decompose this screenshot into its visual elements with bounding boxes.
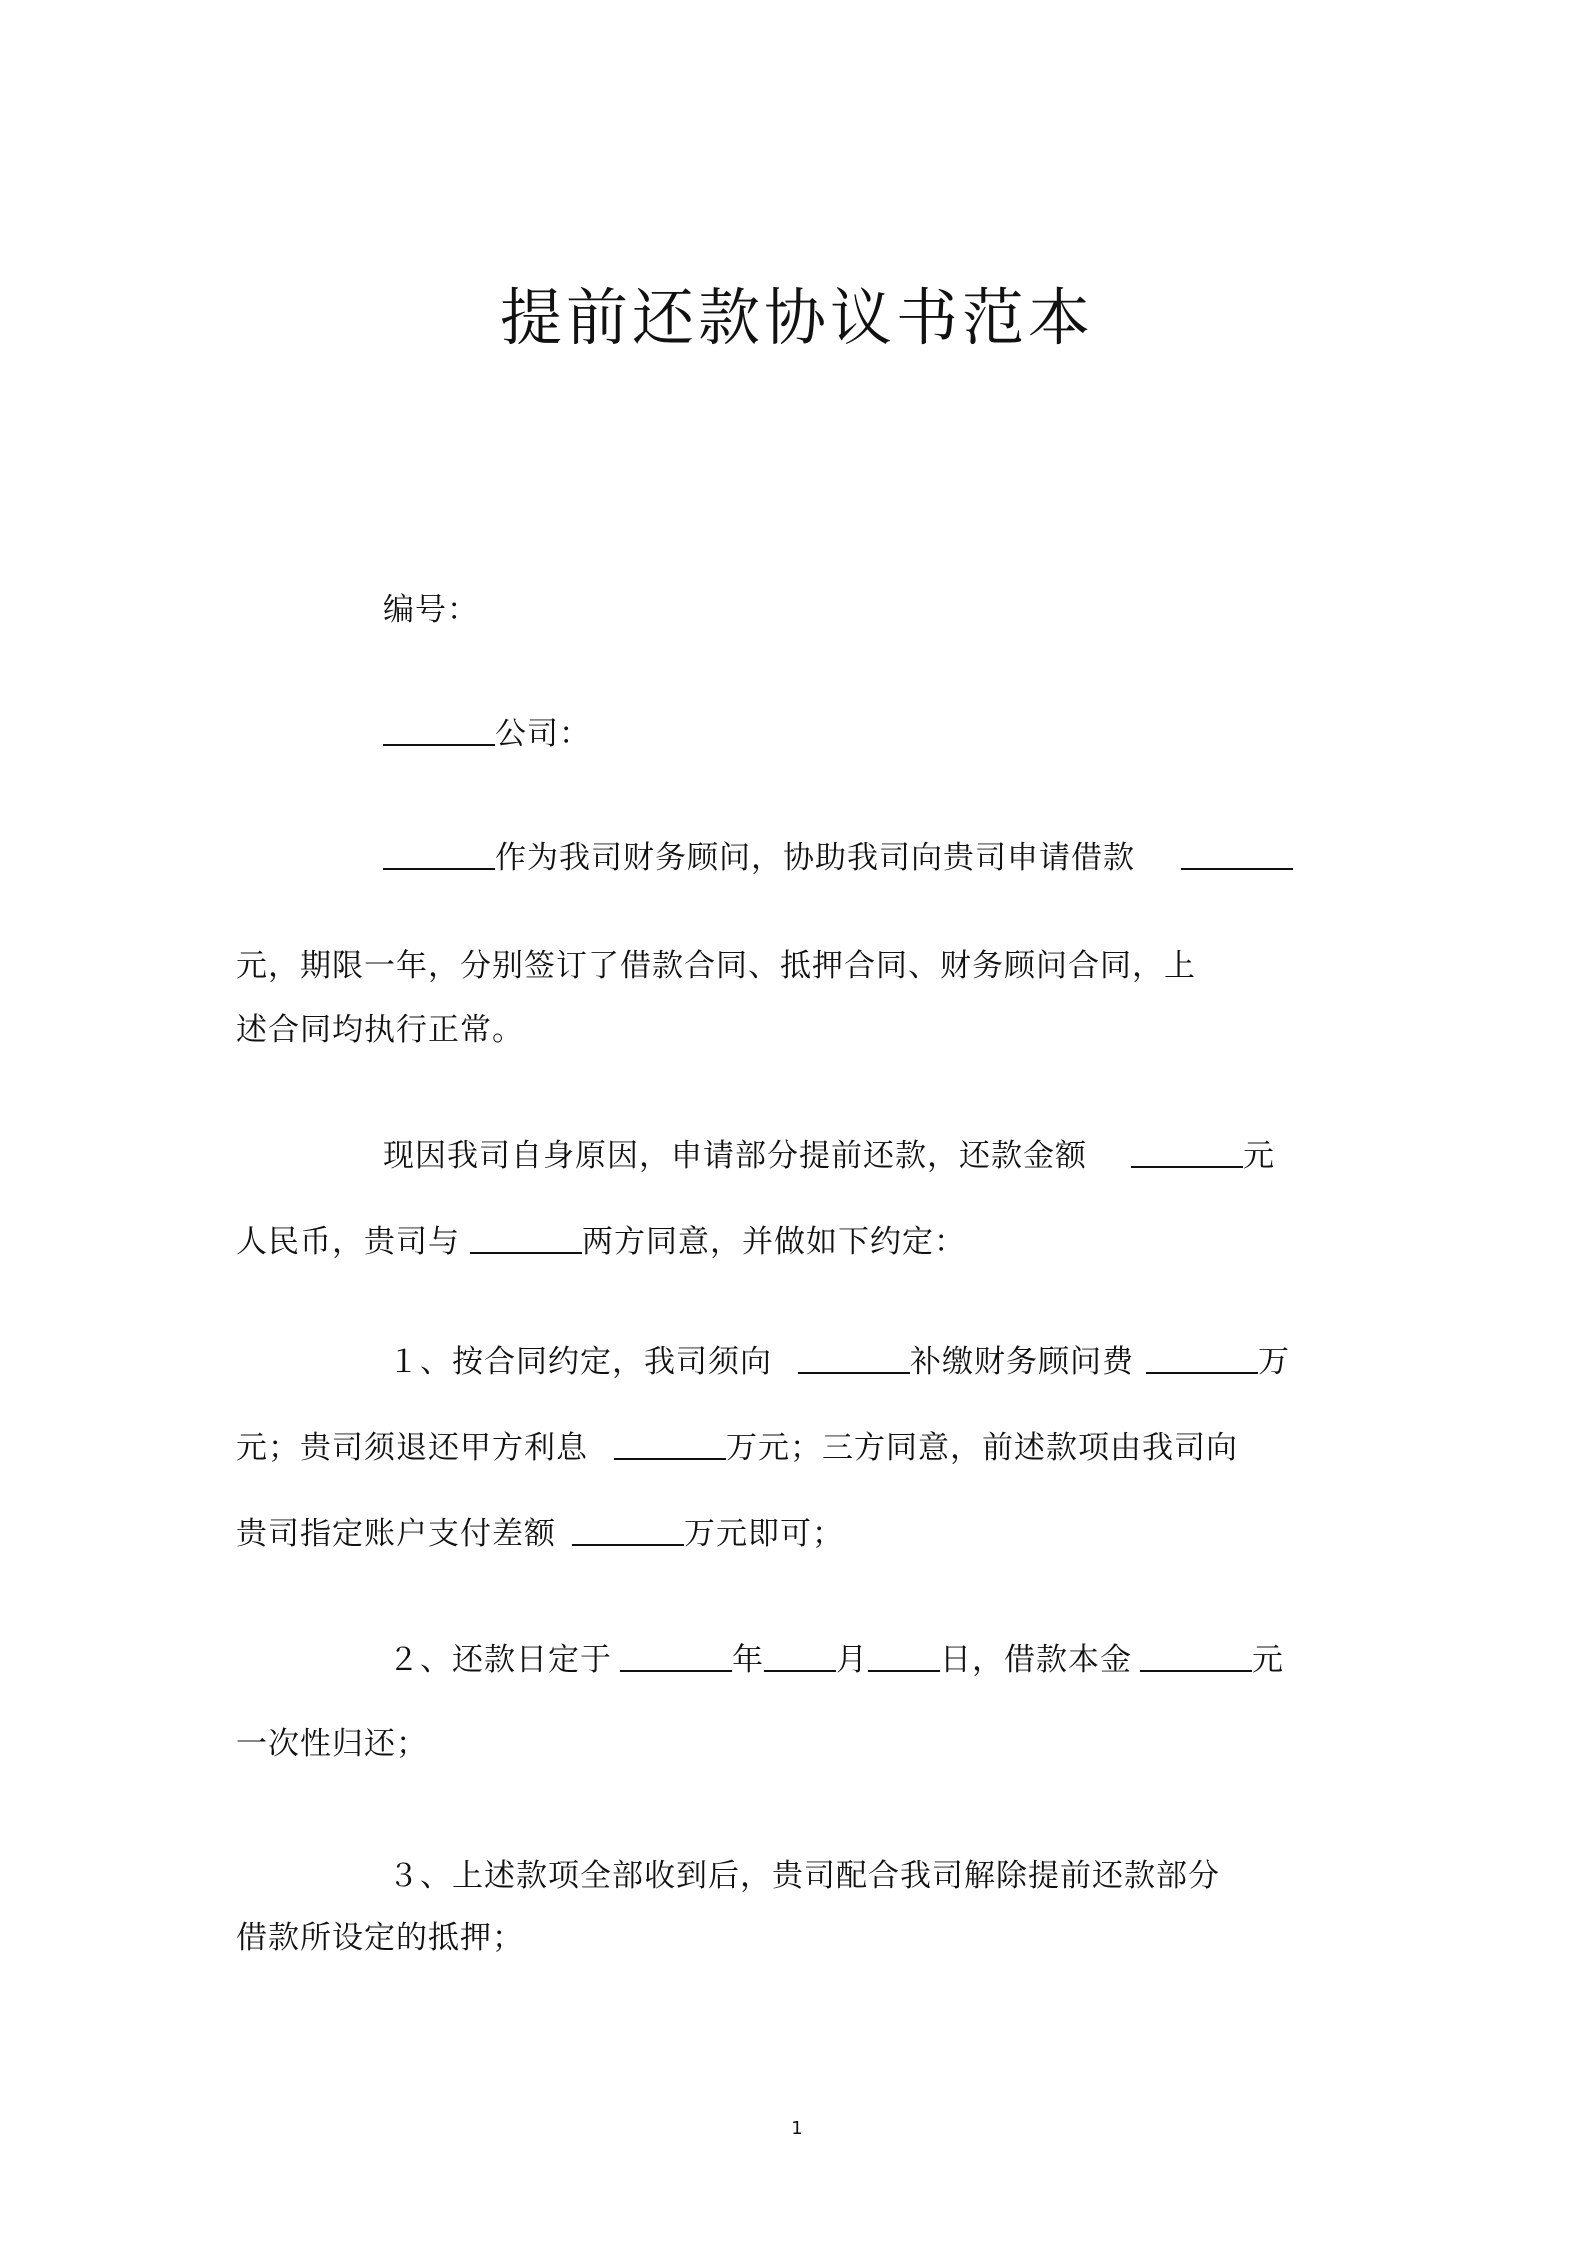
clause1-text-4: 元；贵司须退还甲方利息 [236, 1430, 588, 1466]
clause3-line-1: ３、上述款项全部收到后，贵司配合我司解除提前还款部分 [388, 1858, 1220, 1894]
clause1-text-3: 万 [1258, 1344, 1290, 1380]
request-text-2: 元 [1243, 1138, 1275, 1174]
intro-line-1 [383, 832, 1293, 877]
clause1-text-2: 补缴财务顾问费 [910, 1344, 1134, 1380]
clause3-line-2: 借款所设定的抵押； [236, 1920, 524, 1956]
request-line-2 [236, 1216, 966, 1261]
clause2-text-5: 元 [1252, 1642, 1284, 1678]
repayment-amount-blank[interactable] [1131, 1135, 1243, 1168]
year-blank[interactable] [620, 1639, 732, 1672]
number-label: 编号： [383, 592, 479, 628]
fee-recipient-blank[interactable] [798, 1341, 910, 1374]
clause2-line-1 [388, 1634, 1284, 1679]
request-text-3: 人民币，贵司与 [236, 1224, 460, 1260]
request-line-1 [383, 1130, 1275, 1175]
clause2-text-3: 月 [836, 1642, 868, 1678]
clause2-text-1: ２、还款日定于 [388, 1642, 612, 1678]
company-label: 公司： [495, 716, 591, 752]
clause1-text-7: 万元即可； [684, 1516, 844, 1552]
clause2-text-4: 日，借款本金 [940, 1642, 1132, 1678]
principal-amount-blank[interactable] [1140, 1639, 1252, 1672]
page-number: 1 [791, 2118, 803, 2139]
advisor-name-blank[interactable] [383, 837, 495, 870]
party-name-blank[interactable] [470, 1221, 582, 1254]
intro-line-3: 述合同均执行正常。 [236, 1012, 524, 1048]
request-text-4: 两方同意，并做如下约定： [582, 1224, 966, 1260]
month-blank[interactable] [764, 1639, 836, 1672]
advisory-fee-blank[interactable] [1146, 1341, 1258, 1374]
interest-refund-blank[interactable] [614, 1427, 726, 1460]
company-line [383, 708, 591, 753]
request-text-1: 现因我司自身原因，申请部分提前还款，还款金额 [383, 1138, 1087, 1174]
clause1-line-3 [236, 1508, 844, 1553]
clause1-line-2 [236, 1422, 1238, 1467]
day-blank[interactable] [868, 1639, 940, 1672]
clause1-text-1: １、按合同约定，我司须向 [388, 1344, 772, 1380]
intro-line-2: 元，期限一年，分别签订了借款合同、抵押合同、财务顾问合同，上 [236, 948, 1196, 984]
clause2-line-2: 一次性归还； [236, 1726, 428, 1762]
intro-text-1: 作为我司财务顾问，协助我司向贵司申请借款 [495, 840, 1135, 876]
clause1-line-1 [388, 1336, 1290, 1381]
loan-amount-blank[interactable] [1181, 837, 1293, 870]
company-name-blank[interactable] [383, 713, 495, 746]
clause1-text-5: 万元；三方同意，前述款项由我司向 [726, 1430, 1238, 1466]
difference-amount-blank[interactable] [572, 1513, 684, 1546]
document-title: 提前还款协议书范本 [499, 281, 1094, 354]
clause1-text-6: 贵司指定账户支付差额 [236, 1516, 556, 1552]
clause2-text-2: 年 [732, 1642, 764, 1678]
